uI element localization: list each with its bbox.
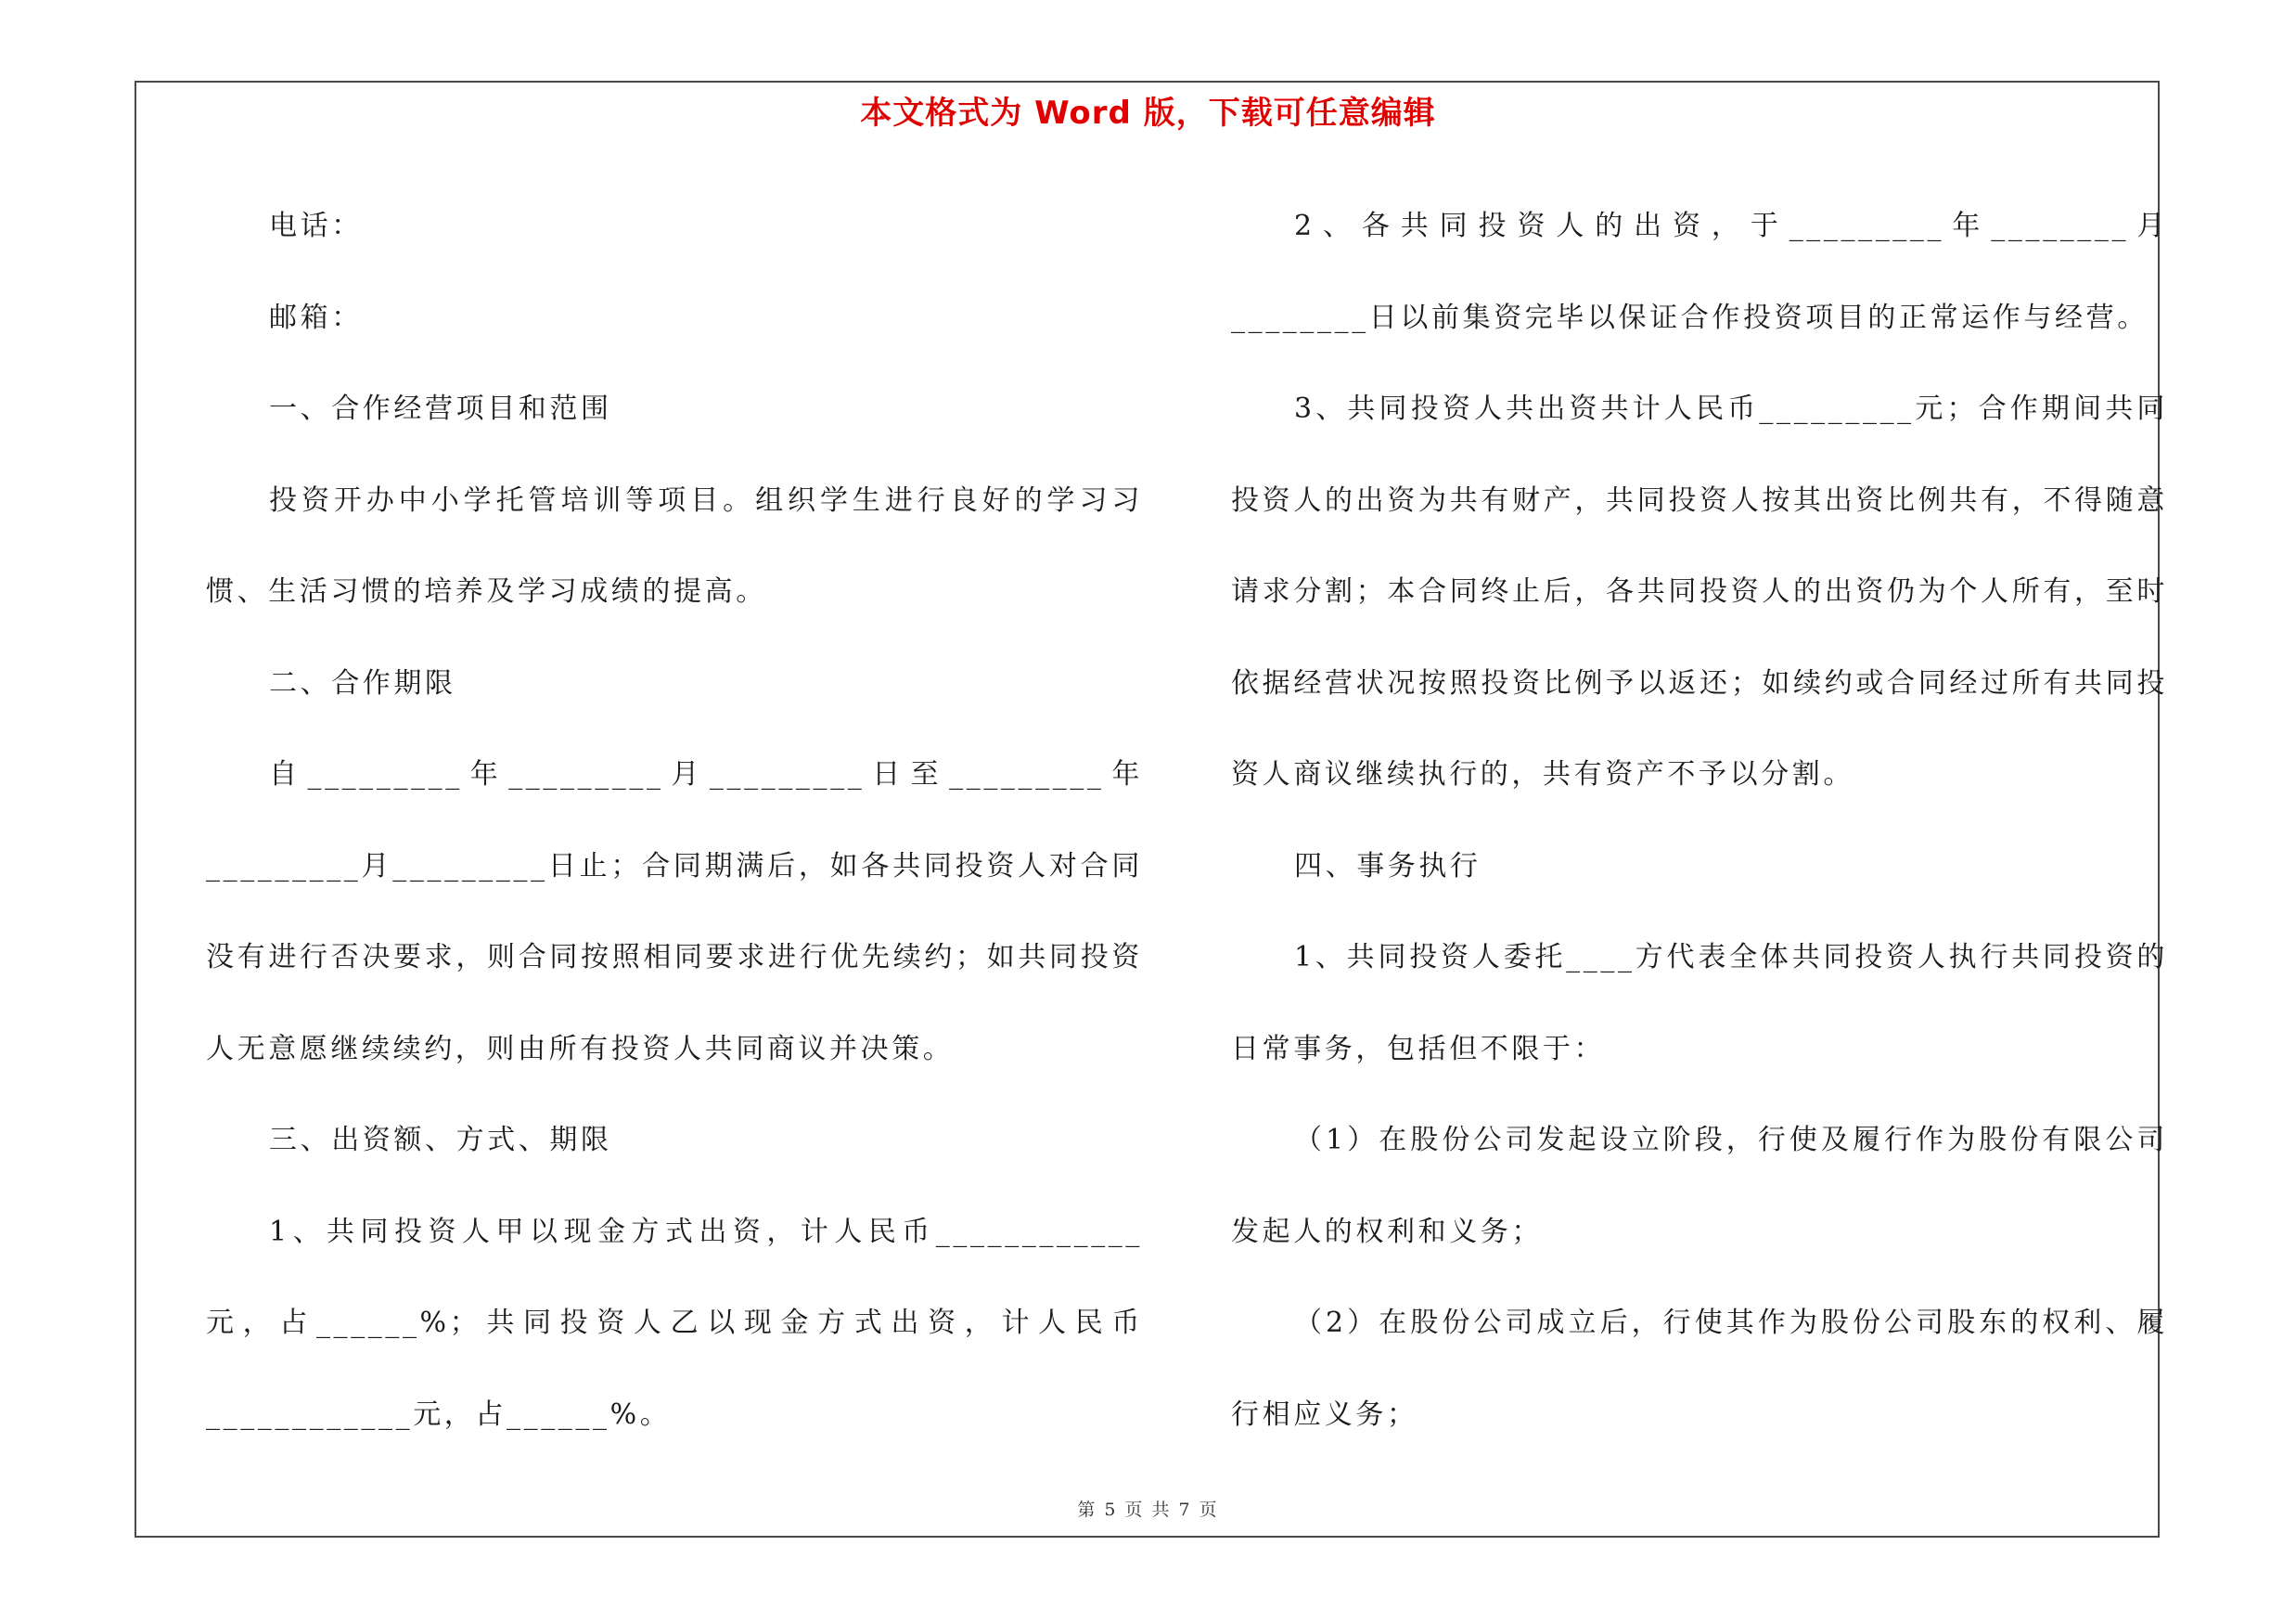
term-paragraph: 自_________年_________月_________日至_________年_________月_________日止；合同期满后，如各共同投资人对合同没有进行否决要求，则合同按照相同要求进行优先续约；如共同投资人无意愿继续续约，则由所有投资人共同商议并决策。 (206, 758, 1143, 1065)
section-heading-affairs: 四、事务执行 (1294, 849, 1481, 882)
contact-phone: 电话： (269, 210, 363, 242)
section-heading-capital: 三、出资额、方式、期限 (269, 1124, 612, 1156)
format-banner: 本文格式为 Word 版，下载可任意编辑 (860, 95, 1436, 132)
contact-email: 邮箱： (269, 301, 363, 334)
scope-paragraph: 投资开办中小学托管培训等项目。组织学生进行良好的学习习惯、生活习惯的培养及学习成绩的提高。 (206, 483, 1143, 608)
capital-paragraph-2: 2、各共同投资人的出资，于_________年________月________日以前集资完毕以保证合作投资项目的正常运作与经营。 (1231, 210, 2168, 334)
affairs-item-1: （1）在股份公司发起设立阶段，行使及履行作为股份有限公司发起人的权利和义务； (1231, 1124, 2168, 1248)
page-number: 第 5 页 共 7 页 (1077, 1500, 1219, 1520)
capital-paragraph-3: 3、共同投资人共出资共计人民币_________元；合作期间共同投资人的出资为共有财产，共同投资人按其出资比例共有，不得随意请求分割；本合同终止后，各共同投资人的出资仍为个人所有，至时依据经营状况按照投资比例予以返还；如续约或合同经过所有共同投资人商议继续执行的，共有资产不予以分割。 (1231, 393, 2168, 791)
section-heading-scope: 一、合作经营项目和范围 (269, 393, 612, 425)
left-column (206, 181, 1143, 1461)
affairs-paragraph-1: 1、共同投资人委托____方代表全体共同投资人执行共同投资的日常事务，包括但不限于： (1231, 941, 2168, 1065)
section-heading-term: 二、合作期限 (269, 666, 456, 700)
right-column (1231, 181, 2168, 1461)
capital-paragraph-1: 1、共同投资人甲以现金方式出资，计人民币____________元，占______%；共同投资人乙以现金方式出资，计人民币____________元，占______%。 (206, 1215, 1143, 1431)
affairs-item-2: （2）在股份公司成立后，行使其作为股份公司股东的权利、履行相应义务； (1231, 1307, 2168, 1431)
